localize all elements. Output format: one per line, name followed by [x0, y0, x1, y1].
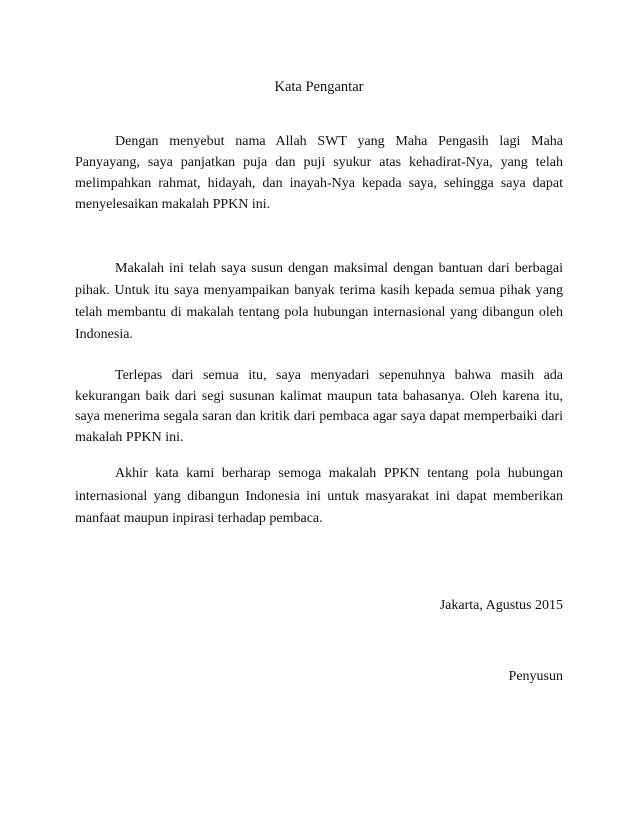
document-title: Kata Pengantar [274, 79, 364, 95]
paragraph-acknowledgement: Makalah ini telah saya susun dengan maksimal dengan bantuan dari berbagai pihak. Untuk itu saya menyampaikan banyak terima kasih kepada semua pihak yang telah membantu di makalah tentang pola hubungan internasional yang dibangun oleh Indonesia. [75, 261, 563, 342]
paragraph-limitations: Terlepas dari semua itu, saya menyadari sepenuhnya bahwa masih ada kekurangan baik dari segi susunan kalimat maupun tata bahasanya. Oleh karena itu, saya menerima segala saran dan kritik dari pembaca agar saya dapat memperbaiki dari makalah PPKN ini. [75, 368, 563, 445]
paragraph-opening: Dengan menyebut nama Allah SWT yang Maha Pengasih lagi Maha Panyayang, saya panjatkan puja dan puji syukur atas kehadirat-Nya, yang telah melimpahkan rahmat, hidayah, dan inayah-Nya kepada saya, sehingga saya dapat menyelesaikan makalah PPKN ini. [75, 134, 563, 212]
place-and-date: Jakarta, Agustus 2015 [439, 598, 563, 613]
author-signoff: Penyusun [508, 669, 563, 684]
paragraph-closing: Akhir kata kami berharap semoga makalah PPKN tentang pola hubungan internasional yang dibangun Indonesia ini untuk masyarakat ini dapat memberikan manfaat maupun inpirasi terhadap pembaca. [75, 466, 563, 526]
